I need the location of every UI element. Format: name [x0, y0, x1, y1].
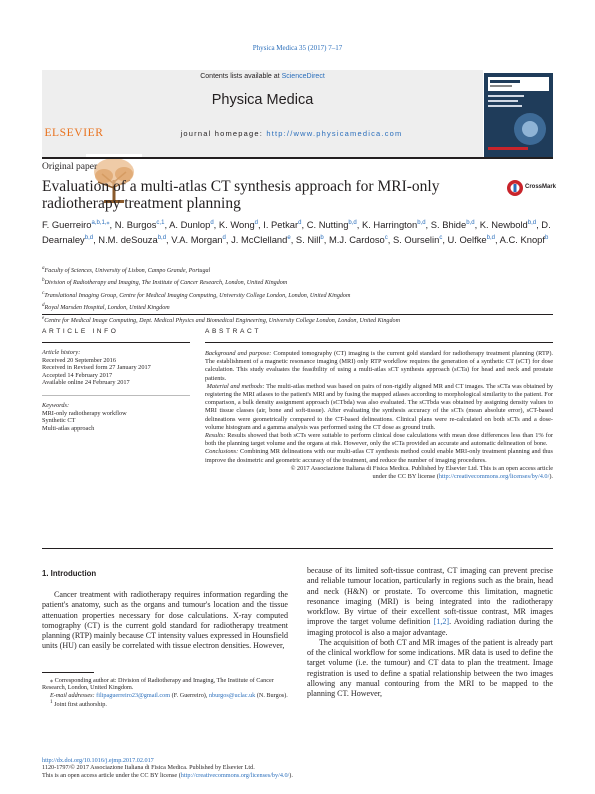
intro-right-column	[307, 566, 553, 699]
journal-citation[interactable]: Physica Medica 35 (2017) 7–17	[252, 44, 343, 52]
article-type: Original paper	[42, 162, 98, 172]
journal-name: Physica Medica	[211, 92, 314, 108]
author-name: K. Wong	[218, 219, 255, 231]
author-name: A. Dunlop	[169, 219, 211, 231]
email-label: E-mail addresses:	[50, 691, 95, 699]
email-owner: (F. Guerreiro),	[171, 691, 208, 699]
author-affiliation-marker[interactable]: b,d	[466, 220, 475, 226]
affiliation-item	[42, 264, 553, 276]
affiliation-rule	[42, 314, 553, 315]
journal-homepage	[100, 129, 483, 138]
contents-prefix: Contents lists available at	[200, 73, 280, 80]
author-affiliation-marker[interactable]: b,d	[157, 234, 167, 241]
author-name: D. Dearnaley	[42, 219, 551, 245]
abstract-license-line	[205, 473, 553, 481]
abstract-methods-label: Material and methods:	[206, 382, 265, 390]
author-name: C. Nutting	[306, 219, 349, 231]
history-online: Available online 24 February 2017	[42, 379, 130, 387]
email-link[interactable]: nburgos@uclac.uk	[208, 691, 256, 699]
keywords-rule	[42, 395, 190, 396]
abstract-rule	[205, 342, 553, 343]
history-revised: Received in Revised form 27 January 2017	[42, 364, 151, 372]
footnote-rule	[42, 672, 94, 673]
author-affiliation-marker[interactable]: d	[298, 220, 302, 226]
abstract-methods: The multi-atlas method was based on pairs of non-rigidly aligned MR and CT images. The sCTa was obtained by registering the MRI atlases to the patient's MRI and by fusing the mapped atlases according to morphological similarity to the patient. For comparison, a bulk density assignment approach (sCTbda) was also evaluated. The sCTbda was obtained by assigning density values to MRI tissue classes (air, bone and soft-tissue). After evaluating the synthesis accuracy of the sCTs (mean absolute error), sCT-based delineations were geometrically compared to the CT-based delineations. Clinical plans were re-calculated on both sCTs and a dose-volume histogram and a gamma analysis was performed using the CT dose as ground truth.	[205, 382, 554, 431]
author-name: M.J. Cardoso	[328, 233, 385, 245]
affiliation-item	[42, 314, 553, 326]
author-name: F. Guerreiro	[42, 219, 92, 231]
affiliation-text: Translational Imaging Group, Centre for Medical Imaging Computing, University College London, London, United Kingdom	[44, 292, 351, 299]
keyword-item: Synthetic CT	[42, 417, 76, 425]
doi-link[interactable]: http://dx.doi.org/10.1016/j.ejmp.2017.02.017	[42, 757, 154, 764]
abstract-conclusions-label: Conclusions:	[205, 448, 239, 456]
author-affiliation-marker[interactable]: a,b,1,⁎	[91, 220, 110, 226]
author-affiliation-marker[interactable]: b	[545, 234, 549, 241]
abstract-end-rule	[42, 548, 553, 549]
author-affiliation-marker[interactable]: d	[222, 234, 226, 241]
author-name: N. Burgos	[114, 219, 157, 231]
affiliation-text: Division of Radiotherapy and Imaging, The Institute of Cancer Research, London, United Kingdom	[44, 280, 288, 287]
author-affiliation-marker[interactable]: b,d	[486, 234, 495, 241]
author-affiliation-marker[interactable]: b	[320, 234, 324, 241]
article-title: Evaluation of a multi-atlas CT synthesis approach for MRI-only radiotherapy treatment planning	[42, 178, 440, 212]
affiliation-marker: e	[42, 314, 45, 321]
intro-left-column	[42, 590, 288, 652]
intro-text: . Avoiding radiation during the imaging protocol is also a major advantage.	[307, 617, 554, 637]
section-heading-introduction: 1. Introduction	[42, 569, 97, 578]
intro-paragraph: The acquisition of both CT and MR images of the patient is already part of the clinical workflow for some indications. MR data is used to define the target volume (i.e. the tumour) and CT data to plan the treatment. Image registration is used to define a spatial relationship between the two images allowing any manual contouring from the MRI to be mapped to the planning CT. However,	[307, 637, 553, 698]
abstract-heading: ABSTRACT	[205, 328, 261, 335]
abstract-results-label: Results:	[205, 432, 226, 440]
author-list: F. Guerreiro$^{a,b,1,⁎}$, N. Burgos$^{c,1}$, A. Dunlop$^d$, K. Wong$^d$, I. Petkar$^d$, C. Nutting$^{b,d}$, K. Harrington$^{b,d}$, S. Bhide$^{b,d}$, K. Newbold$^{b,d}$, D. Dearnaley$^{b,d}$, N.M. deSouza$^{b,d}$, V.A. Morgan$^d$, J. McClelland$^e$, S. Nill$^b$, M.J. Cardoso$^c$, S. Ourselin$^c$, U. Oelfke$^{b,d}$, A.C. Knopf$^b$	[42, 219, 551, 245]
intro-text: because of its limited soft-tissue contrast, CT imaging can prevent precise and reliable tumour location, particularly in regions such as the brain, head and neck (H&N) or prostate. To overcome this limitation, magnetic resonance imaging (MRI) is being integrated into the radiotherapy workflow. By virtue of their excellent soft-tissue contrast, MR images improve the target volume definition	[307, 566, 553, 627]
history-label: Article history:	[42, 349, 81, 356]
author-affiliation-marker[interactable]: b,d	[417, 220, 426, 226]
author-name: N.M. deSouza	[98, 233, 158, 245]
author-name: I. Petkar	[263, 219, 299, 231]
crossmark-badge[interactable]	[506, 178, 557, 202]
affiliation-item	[42, 276, 553, 288]
author-affiliation-marker[interactable]: d	[210, 220, 214, 226]
author-affiliation-marker[interactable]: c,1	[156, 220, 165, 226]
affiliation-text: Royal Marsden Hospital, London, United Kingdom	[44, 305, 170, 312]
author-name: U. Oelfke	[447, 233, 487, 245]
author-name: K. Newbold	[479, 219, 528, 231]
author-name: V.A. Morgan	[171, 233, 223, 245]
author-affiliation-marker[interactable]: b,d	[84, 234, 94, 241]
abstract-background-label: Background and purpose:	[205, 350, 272, 357]
footnote-text: Corresponding author at: Division of Radiotherapy and Imaging, The Institute of Cancer Research, London, United Kingdom.	[42, 677, 274, 692]
author-name: K. Harrington	[361, 219, 418, 231]
license-prefix: under the CC BY license (	[372, 473, 439, 481]
abstract-copyright: © 2017 Associazione Italiana di Fisica Medica. Published by Elsevier Ltd. This is an open access article	[290, 464, 553, 472]
author-name: S. Bhide	[430, 219, 467, 231]
author-affiliation-marker[interactable]: c	[384, 234, 388, 241]
author-affiliation-marker[interactable]: d	[254, 220, 259, 226]
email-link[interactable]: filipaguerreiro23@gmail.com	[96, 691, 171, 699]
article-history	[42, 349, 192, 387]
oa-suffix: ).	[289, 771, 293, 779]
intro-paragraph: Cancer treatment with radiotherapy requires information regarding the patient's anatomy, such as the organs and tumour's location and the tissue attenuation properties necessary for dose calculations. X-ray computed tomography (CT) is the current gold standard for radiotherapy treatment planning (RTP) mainly because CT intensity values expressed in Hounsfield units (HU) can easily be correlated with tissue electron densities. However,	[42, 590, 288, 651]
affiliation-marker: d	[42, 302, 45, 309]
journal-cover-image	[484, 73, 553, 159]
license-link[interactable]: http://creativecommons.org/licenses/by/4.0/	[438, 473, 550, 481]
sciencedirect-link[interactable]: ScienceDirect	[281, 73, 325, 80]
history-received: Received 20 September 2016	[42, 356, 116, 364]
abstract-results: Results showed that both sCTs were suitable to perform clinical dose calculations with mean dose differences less than 1% for both the planning target volume and the organs at risk. However, only the sCTa provided an accurate and automatic delineation of bone.	[205, 432, 553, 448]
author-name: S. Ourselin	[392, 233, 440, 245]
keyword-item: MRI-only radiotherapy workflow	[42, 409, 127, 417]
affiliation-item	[42, 301, 553, 313]
article-info-rule	[42, 342, 190, 343]
affiliation-text: Faculty of Sciences, University of Lisbon, Campo Grande, Portugal	[44, 268, 211, 275]
footnote-mark: 1	[50, 699, 53, 706]
keyword-item: Multi-atlas approach	[42, 424, 95, 432]
footnote-emails	[42, 692, 288, 699]
keywords	[42, 402, 192, 432]
journal-header	[42, 70, 483, 158]
article-info-heading: ARTICLE INFO	[42, 328, 119, 335]
contents-line	[42, 73, 483, 80]
license-suffix: ).	[549, 473, 553, 481]
author-name: S. Nill	[295, 233, 321, 245]
issn-line: 1120-1797/© 2017 Associazione Italiana di Fisica Medica. Published by Elsevier Ltd.	[42, 764, 255, 772]
abstract-body	[205, 350, 553, 481]
affiliation-list	[42, 264, 553, 326]
affiliation-item	[42, 289, 553, 301]
author-name: A.C. Knopf	[499, 233, 545, 245]
homepage-link[interactable]: http://www.physicamedica.com	[266, 129, 403, 138]
crossmark-label: CrossMark	[525, 184, 557, 190]
history-accepted: Accepted 14 February 2017	[42, 371, 113, 379]
intro-paragraph	[307, 566, 553, 638]
footnotes	[42, 677, 288, 709]
footnote-text: Joint first authorship.	[54, 701, 107, 709]
citation-link[interactable]: [1,2]	[433, 617, 450, 627]
affiliation-marker: c	[42, 289, 45, 296]
publication-info	[42, 757, 553, 779]
affiliation-text: Centre for Medical Image Computing, Dept. Medical Physics and Biomedical Engineering, University College London, London, United Kingdom	[44, 317, 400, 324]
abstract-conclusions: Combining MR delineations with our multi-atlas CT synthesis method could enable MRI-only treatment planning and thus improve the dosimetric and geometric accuracy of the treatment, and reduce the number of imaging procedures.	[205, 448, 553, 464]
author-affiliation-marker[interactable]: e	[287, 234, 291, 241]
footnote-mark: ⁎	[50, 677, 54, 684]
author-affiliation-marker[interactable]: b,d	[348, 220, 357, 226]
header-rule	[42, 157, 553, 159]
oa-license-link[interactable]: http://creativecommons.org/licenses/by/4.0/	[180, 771, 290, 779]
keywords-label: Keywords:	[42, 402, 70, 409]
footnote-joint	[42, 699, 288, 708]
oa-prefix: This is an open access article under the CC BY license (	[42, 771, 181, 779]
footnote-corresponding	[42, 677, 288, 692]
open-access-line	[42, 772, 553, 779]
elsevier-wordmark: ELSEVIER	[44, 127, 104, 139]
affiliation-marker: b	[42, 277, 45, 284]
affiliation-marker: a	[42, 265, 45, 271]
email-owner: (N. Burgos).	[256, 691, 288, 699]
homepage-prefix: journal homepage:	[180, 129, 264, 138]
author-name: J. McClelland	[231, 233, 288, 245]
author-affiliation-marker[interactable]: b,d	[527, 220, 537, 226]
author-affiliation-marker[interactable]: c	[439, 234, 443, 241]
abstract-background: Computed tomography (CT) imaging is the current gold standard for radiotherapy treatment planning (RTP). The establishment of a magnetic resonance imaging (MRI) only RTP workflow requires the generation of a synthetic CT (sCT) for dose calculation. This study evaluates the feasibility of using a multi-atlas sCT synthesis approach (sCTa) for head and neck and prostate patients.	[205, 350, 554, 382]
